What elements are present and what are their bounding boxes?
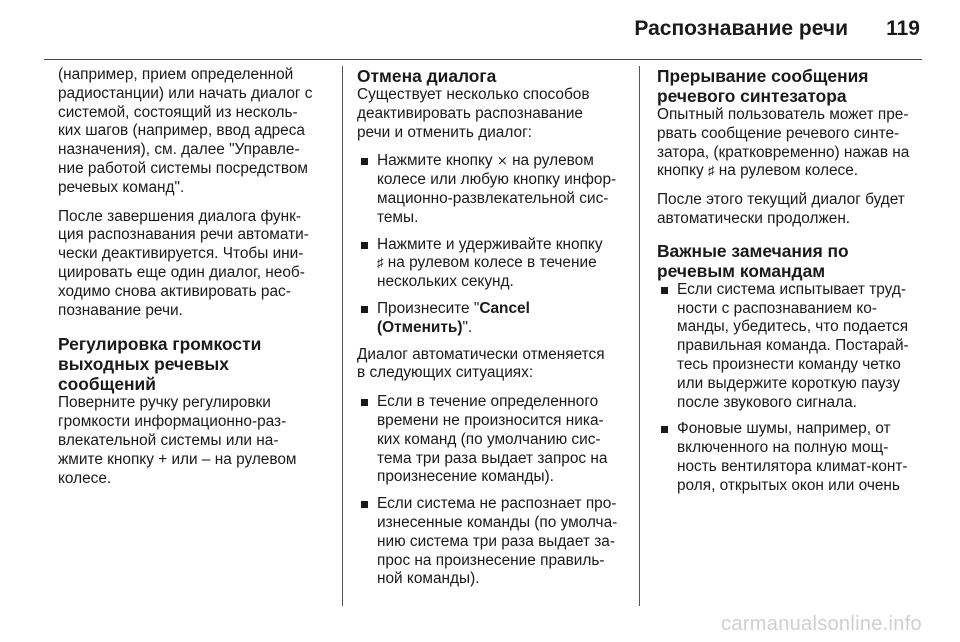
voice-icon: ♯ [377, 255, 384, 271]
text-line: речевых команд". [58, 178, 185, 196]
text-span: кнопку [657, 162, 704, 180]
list-item [357, 152, 635, 227]
text-line: тесь произнести команду четко [677, 355, 901, 373]
text-line: колесе или любую кнопку инфор- [377, 171, 617, 189]
heading-line: Регулировка громкости [58, 334, 262, 355]
text-line: автоматически продолжен. [657, 209, 851, 227]
header-rule [44, 59, 922, 60]
heading-line: речевым командам [657, 260, 826, 281]
text-span: на рулевом колесе в течение [387, 254, 597, 272]
text-line: после звукового сигнала. [677, 393, 857, 411]
heading-line: Важные замечания по [657, 240, 849, 261]
text-line: изнесенные команды (по умолча- [377, 513, 618, 531]
bullet-list [357, 393, 635, 589]
list-item [657, 420, 927, 495]
text-span: Произнесите " [377, 299, 480, 317]
cancel-dialog-heading: Отмена диалога [357, 66, 497, 86]
text-line: чески деактивируется. Чтобы ини- [58, 245, 304, 263]
text-line: Опытный пользователь может пре- [657, 106, 909, 123]
text-line [657, 162, 927, 181]
text-line: циировать еще один диалог, необ- [58, 263, 305, 281]
text-line: Нажмите и удерживайте кнопку [377, 235, 603, 253]
text-line: тема три раза выдает запрос на [377, 449, 608, 467]
text-span: на рулевом колесе. [718, 162, 859, 180]
list-item [357, 393, 635, 487]
text-line [377, 254, 635, 273]
paragraph [357, 346, 635, 384]
heading-line: речевого синтезатора [657, 86, 847, 106]
text-line: деактивировать распознавание [357, 104, 583, 122]
text-line [377, 300, 635, 319]
voice-icon: ♯ [708, 163, 715, 179]
interrupt-heading [657, 66, 927, 106]
text-line: громкости информационно-раз- [58, 413, 287, 431]
paragraph [657, 106, 927, 181]
text-line: влекательной системы или на- [58, 431, 279, 449]
text-line [377, 319, 635, 338]
text-line: рвать сообщение речевого синте- [657, 124, 900, 142]
bullet-list [657, 281, 927, 496]
text-line: манды, убедитесь, что подается [677, 318, 909, 336]
mute-call-icon: ⨯ [496, 153, 508, 169]
text-line [377, 152, 635, 171]
text-line: Если система не распознает про- [377, 495, 617, 513]
text-line: Диалог автоматически отменяется [357, 345, 605, 363]
list-item [357, 300, 635, 338]
text-line: произнесение команды). [377, 468, 554, 486]
text-line: речи и отменить диалог: [357, 123, 532, 141]
text-span: Нажмите кнопку [377, 152, 493, 170]
text-line: назначения), см. далее "Управле- [58, 141, 300, 159]
column-divider [342, 66, 343, 606]
text-line: радиостанции) или начать диалог с [58, 84, 313, 102]
text-line: мационно-развлекательной сис- [377, 189, 609, 207]
text-line: жмите кнопку + или – на рулевом [58, 450, 297, 468]
heading-line: выходных речевых [58, 354, 229, 375]
bullet-list [357, 152, 635, 337]
text-line: ких команд (по умолчанию сис- [377, 430, 601, 448]
text-span: на рулевом [512, 152, 594, 170]
text-line: роля, открытых окон или очень [677, 476, 900, 494]
paragraph [58, 66, 334, 198]
text-span: ". [462, 318, 473, 336]
paragraph [58, 394, 334, 488]
page-number: 119 [886, 17, 920, 40]
text-line: ция распознавания речи автомати- [58, 226, 309, 244]
text-line: включенного на полную мощ- [677, 439, 889, 457]
heading-line: сообщений [58, 374, 156, 395]
text-line: ность вентилятора климат-конт- [677, 457, 908, 475]
text-bold: Cancel [479, 299, 530, 317]
paragraph [657, 191, 927, 229]
text-bold: (Отменить) [377, 318, 463, 336]
column-middle [357, 66, 635, 597]
column-divider [639, 66, 640, 606]
text-line: Поверните ручку регулировки [58, 394, 271, 412]
text-line: прос на произнесение правиль- [377, 551, 605, 569]
column-right [657, 66, 927, 504]
column-left [58, 66, 334, 498]
volume-heading [58, 334, 334, 394]
list-item [657, 281, 927, 413]
text-line: нию система три раза выдает за- [377, 532, 615, 550]
text-line: или выдержите короткую паузу [677, 374, 901, 392]
text-line: системой, состоящий из несколь- [58, 103, 298, 121]
text-line: затора, (кратковременно) нажав на [657, 143, 910, 161]
page-header [0, 0, 960, 58]
paragraph [357, 86, 635, 142]
text-line: После завершения диалога функ- [58, 207, 301, 225]
text-line: Существует несколько способов [357, 86, 590, 103]
text-line: ности с распознаванием ко- [677, 299, 877, 317]
text-line: времени не произносится ника- [377, 411, 604, 429]
text-line: правильная команда. Постарай- [677, 337, 909, 355]
text-line: ние работой системы посредством [58, 159, 308, 177]
text-line: Если в течение определенного [377, 393, 599, 411]
section-title: Распознавание речи [634, 17, 848, 40]
text-line: ких шагов (например, ввод адреса [58, 122, 305, 140]
text-line: После этого текущий диалог будет [657, 191, 905, 209]
text-line: ной команды). [377, 570, 480, 588]
text-line: темы. [377, 208, 419, 226]
heading-line: Прерывание сообщения [657, 66, 869, 86]
list-item [357, 236, 635, 292]
paragraph [58, 208, 334, 321]
text-line: в следующих ситуациях: [357, 364, 534, 382]
text-line: колесе. [58, 469, 112, 487]
text-line: познавание речи. [58, 301, 183, 319]
text-line: нескольких секунд. [377, 273, 514, 291]
list-item [357, 495, 635, 589]
watermark: carmanualsonline.info [721, 613, 922, 635]
text-line: (например, прием определенной [58, 66, 294, 83]
text-line: Если система испытывает труд- [677, 280, 906, 298]
text-line: ходимо снова активировать рас- [58, 282, 291, 300]
text-line: Фоновые шумы, например, от [677, 420, 891, 438]
notes-heading [657, 241, 927, 281]
